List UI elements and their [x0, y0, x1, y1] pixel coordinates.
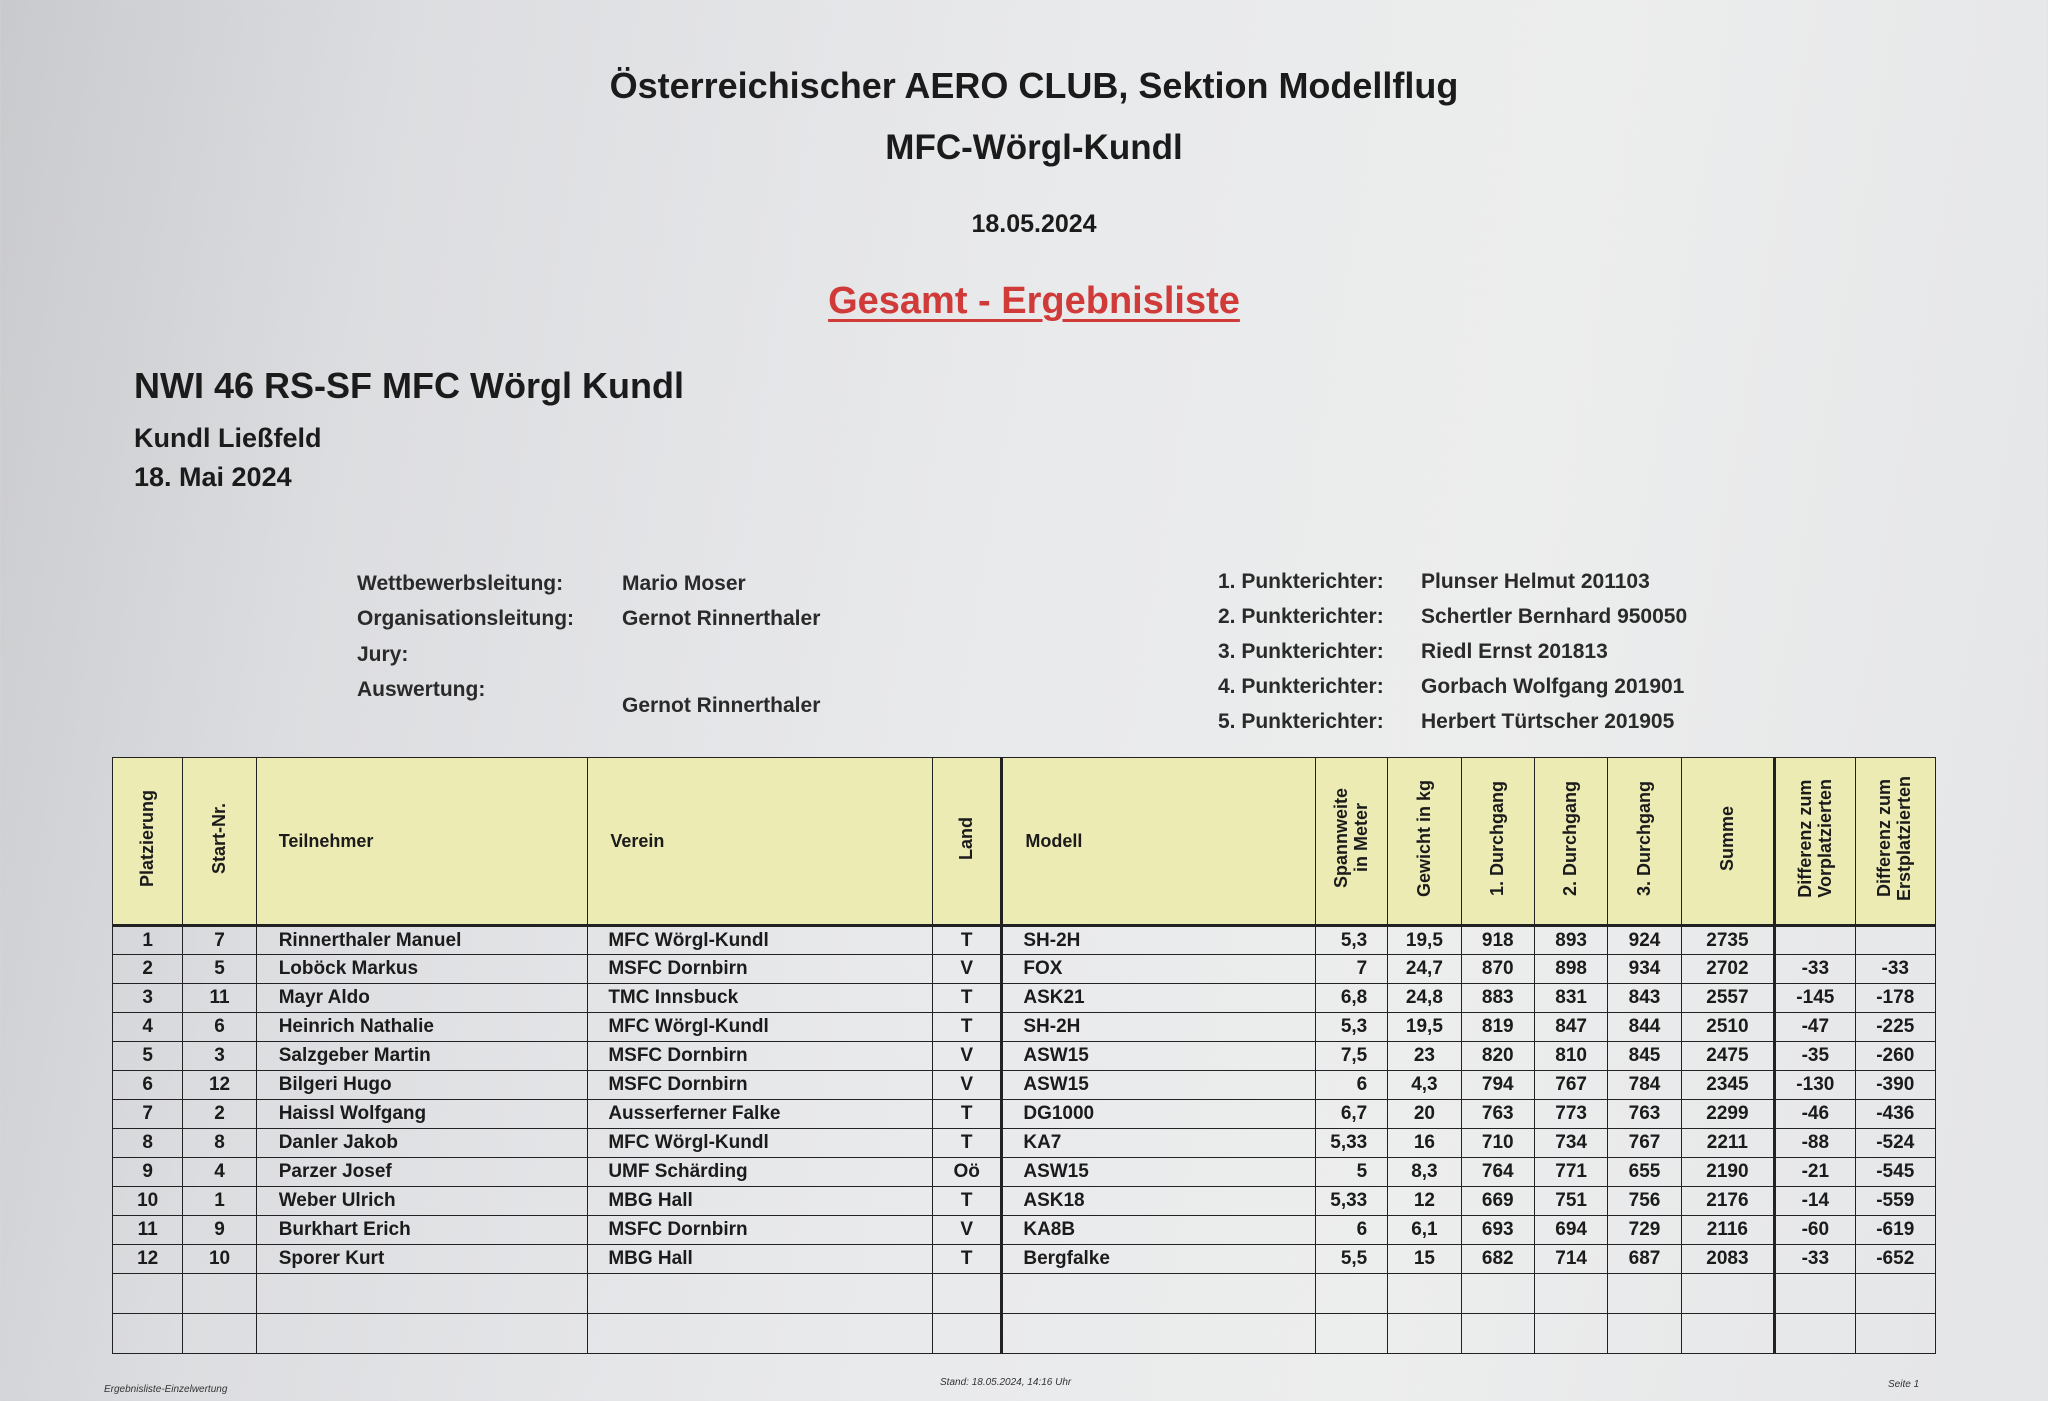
table-row	[113, 1013, 1936, 1042]
table-row	[113, 1158, 1936, 1187]
empty-cell	[1315, 1314, 1387, 1354]
cell-teilnehmer: Parzer Josef	[256, 1158, 588, 1187]
cell-durchgang-1: 794	[1461, 1071, 1534, 1100]
col-durchgang-3: 3. Durchgang	[1608, 758, 1681, 926]
cell-durchgang-3: 843	[1608, 984, 1681, 1013]
footer-center: Stand: 18.05.2024, 14:16 Uhr	[940, 1377, 1072, 1388]
cell-teilnehmer: Loböck Markus	[256, 955, 588, 984]
official-value: Gernot Rinnerthaler	[622, 607, 821, 630]
cell-durchgang-2: 694	[1534, 1216, 1607, 1245]
cell-summe: 2510	[1681, 1013, 1774, 1042]
empty-cell	[1461, 1274, 1534, 1314]
cell-teilnehmer: Salzgeber Martin	[256, 1042, 588, 1071]
cell-durchgang-1: 710	[1461, 1129, 1534, 1158]
cell-platzierung: 3	[113, 984, 183, 1013]
cell-platzierung: 4	[113, 1013, 183, 1042]
empty-cell	[1775, 1274, 1855, 1314]
cell-teilnehmer: Sporer Kurt	[256, 1245, 588, 1274]
empty-cell	[1002, 1274, 1316, 1314]
cell-verein: UMF Schärding	[588, 1158, 933, 1187]
judge-value: Schertler Bernhard 950050	[1421, 605, 1688, 628]
cell-diff-erst: -652	[1855, 1245, 1935, 1274]
cell-durchgang-1: 819	[1461, 1013, 1534, 1042]
cell-platzierung: 1	[113, 926, 183, 955]
cell-start-nr: 1	[183, 1187, 256, 1216]
col-start-nr: Start-Nr.	[183, 758, 256, 926]
cell-durchgang-3: 934	[1608, 955, 1681, 984]
cell-land: Oö	[933, 1158, 1002, 1187]
empty-cell	[933, 1274, 1002, 1314]
judge-label: 3. Punkterichter:	[1218, 640, 1384, 663]
cell-gewicht: 15	[1388, 1245, 1461, 1274]
cell-verein: Ausserferner Falke	[588, 1100, 933, 1129]
cell-durchgang-3: 729	[1608, 1216, 1681, 1245]
results-list-title: Gesamt - Ergebnisliste	[828, 280, 1240, 322]
cell-teilnehmer: Rinnerthaler Manuel	[256, 926, 588, 955]
cell-spannweite: 5	[1315, 1158, 1387, 1187]
cell-start-nr: 12	[183, 1071, 256, 1100]
cell-durchgang-3: 687	[1608, 1245, 1681, 1274]
cell-durchgang-2: 847	[1534, 1013, 1607, 1042]
judge-label: 4. Punkterichter:	[1218, 675, 1384, 698]
cell-start-nr: 3	[183, 1042, 256, 1071]
cell-gewicht: 12	[1388, 1187, 1461, 1216]
cell-platzierung: 6	[113, 1071, 183, 1100]
cell-modell: DG1000	[1002, 1100, 1316, 1129]
cell-spannweite: 5,33	[1315, 1129, 1387, 1158]
cell-durchgang-2: 893	[1534, 926, 1607, 955]
cell-verein: TMC Innsbuck	[588, 984, 933, 1013]
organization-title: Österreichischer AERO CLUB, Sektion Modellflug	[609, 65, 1459, 106]
col-verein: Verein	[588, 758, 933, 926]
cell-modell: Bergfalke	[1002, 1245, 1316, 1274]
cell-verein: MSFC Dornbirn	[588, 1071, 933, 1100]
table-row	[113, 984, 1936, 1013]
cell-gewicht: 23	[1388, 1042, 1461, 1071]
cell-gewicht: 4,3	[1388, 1071, 1461, 1100]
cell-gewicht: 24,7	[1388, 955, 1461, 984]
footer-right: Seite 1	[1888, 1379, 1920, 1390]
empty-cell	[113, 1314, 183, 1354]
cell-modell: ASK18	[1002, 1187, 1316, 1216]
official-label: Organisationsleitung:	[357, 607, 575, 630]
table-row	[113, 1100, 1936, 1129]
cell-modell: ASW15	[1002, 1071, 1316, 1100]
cell-summe: 2702	[1681, 955, 1774, 984]
empty-cell	[1775, 1314, 1855, 1354]
cell-durchgang-1: 693	[1461, 1216, 1534, 1245]
col-platzierung: Platzierung	[113, 758, 183, 926]
cell-summe: 2475	[1681, 1042, 1774, 1071]
empty-cell	[1315, 1274, 1387, 1314]
cell-durchgang-2: 773	[1534, 1100, 1607, 1129]
judge-label: 2. Punkterichter:	[1218, 605, 1384, 628]
cell-start-nr: 8	[183, 1129, 256, 1158]
empty-cell	[1534, 1314, 1607, 1354]
cell-diff-vor	[1775, 926, 1855, 955]
cell-gewicht: 16	[1388, 1129, 1461, 1158]
cell-durchgang-3: 756	[1608, 1187, 1681, 1216]
judge-label: 5. Punkterichter:	[1218, 710, 1384, 733]
cell-land: T	[933, 1187, 1002, 1216]
cell-teilnehmer: Danler Jakob	[256, 1129, 588, 1158]
col-teilnehmer: Teilnehmer	[256, 758, 588, 926]
cell-summe: 2083	[1681, 1245, 1774, 1274]
cell-durchgang-3: 784	[1608, 1071, 1681, 1100]
cell-gewicht: 19,5	[1388, 926, 1461, 955]
empty-cell	[1388, 1314, 1461, 1354]
cell-gewicht: 6,1	[1388, 1216, 1461, 1245]
official-label: Wettbewerbsleitung:	[357, 572, 564, 595]
cell-summe: 2116	[1681, 1216, 1774, 1245]
cell-summe: 2211	[1681, 1129, 1774, 1158]
table-row	[113, 1071, 1936, 1100]
cell-teilnehmer: Weber Ulrich	[256, 1187, 588, 1216]
cell-start-nr: 2	[183, 1100, 256, 1129]
cell-summe: 2345	[1681, 1071, 1774, 1100]
cell-spannweite: 5,5	[1315, 1245, 1387, 1274]
col-durchgang-1: 1. Durchgang	[1461, 758, 1534, 926]
cell-start-nr: 5	[183, 955, 256, 984]
judge-label: 1. Punkterichter:	[1218, 570, 1384, 593]
empty-cell	[113, 1274, 183, 1314]
col-modell: Modell	[1002, 758, 1316, 926]
cell-diff-erst: -436	[1855, 1100, 1935, 1129]
cell-teilnehmer: Burkhart Erich	[256, 1216, 588, 1245]
cell-teilnehmer: Heinrich Nathalie	[256, 1013, 588, 1042]
col-durchgang-2: 2. Durchgang	[1534, 758, 1607, 926]
empty-cell	[1388, 1274, 1461, 1314]
cell-land: T	[933, 1129, 1002, 1158]
cell-teilnehmer: Bilgeri Hugo	[256, 1071, 588, 1100]
table-row	[113, 1216, 1936, 1245]
cell-start-nr: 11	[183, 984, 256, 1013]
cell-diff-vor: -47	[1775, 1013, 1855, 1042]
empty-cell	[256, 1274, 588, 1314]
cell-durchgang-3: 655	[1608, 1158, 1681, 1187]
cell-land: V	[933, 1216, 1002, 1245]
cell-platzierung: 7	[113, 1100, 183, 1129]
cell-diff-vor: -60	[1775, 1216, 1855, 1245]
cell-platzierung: 8	[113, 1129, 183, 1158]
cell-diff-erst: -524	[1855, 1129, 1935, 1158]
cell-platzierung: 5	[113, 1042, 183, 1071]
empty-cell	[1855, 1274, 1935, 1314]
cell-modell: ASW15	[1002, 1042, 1316, 1071]
cell-land: T	[933, 984, 1002, 1013]
cell-teilnehmer: Haissl Wolfgang	[256, 1100, 588, 1129]
cell-durchgang-3: 763	[1608, 1100, 1681, 1129]
cell-diff-vor: -35	[1775, 1042, 1855, 1071]
cell-platzierung: 10	[113, 1187, 183, 1216]
cell-diff-vor: -33	[1775, 955, 1855, 984]
cell-spannweite: 5,3	[1315, 1013, 1387, 1042]
cell-durchgang-3: 767	[1608, 1129, 1681, 1158]
empty-row	[113, 1314, 1936, 1354]
empty-cell	[1681, 1274, 1774, 1314]
cell-diff-erst: -33	[1855, 955, 1935, 984]
official-value: Mario Moser	[622, 572, 746, 595]
empty-cell	[1681, 1314, 1774, 1354]
table-row	[113, 926, 1936, 955]
cell-spannweite: 6	[1315, 1216, 1387, 1245]
empty-cell	[1002, 1314, 1316, 1354]
cell-durchgang-2: 714	[1534, 1245, 1607, 1274]
cell-land: T	[933, 1245, 1002, 1274]
cell-modell: KA8B	[1002, 1216, 1316, 1245]
cell-verein: MSFC Dornbirn	[588, 1216, 933, 1245]
cell-start-nr: 4	[183, 1158, 256, 1187]
cell-platzierung: 9	[113, 1158, 183, 1187]
cell-verein: MFC Wörgl-Kundl	[588, 1013, 933, 1042]
club-title: MFC-Wörgl-Kundl	[885, 128, 1183, 167]
cell-durchgang-1: 764	[1461, 1158, 1534, 1187]
cell-land: T	[933, 1013, 1002, 1042]
cell-diff-erst: -545	[1855, 1158, 1935, 1187]
col-land: Land	[933, 758, 1002, 926]
col-diff-vorplatzierten: Differenz zum Vorplatzierten	[1775, 758, 1855, 926]
cell-durchgang-3: 844	[1608, 1013, 1681, 1042]
cell-modell: SH-2H	[1002, 926, 1316, 955]
cell-diff-vor: -130	[1775, 1071, 1855, 1100]
cell-verein: MFC Wörgl-Kundl	[588, 1129, 933, 1158]
cell-verein: MSFC Dornbirn	[588, 955, 933, 984]
cell-durchgang-1: 682	[1461, 1245, 1534, 1274]
empty-cell	[183, 1314, 256, 1354]
table-row	[113, 1245, 1936, 1274]
cell-verein: MSFC Dornbirn	[588, 1042, 933, 1071]
cell-modell: SH-2H	[1002, 1013, 1316, 1042]
cell-durchgang-1: 669	[1461, 1187, 1534, 1216]
cell-summe: 2299	[1681, 1100, 1774, 1129]
cell-verein: MBG Hall	[588, 1245, 933, 1274]
cell-diff-erst: -225	[1855, 1013, 1935, 1042]
cell-diff-vor: -21	[1775, 1158, 1855, 1187]
cell-diff-vor: -145	[1775, 984, 1855, 1013]
cell-spannweite: 6,7	[1315, 1100, 1387, 1129]
official-value: Gernot Rinnerthaler	[622, 694, 821, 717]
judge-value: Herbert Türtscher 201905	[1421, 710, 1675, 733]
cell-durchgang-2: 831	[1534, 984, 1607, 1013]
cell-durchgang-2: 767	[1534, 1071, 1607, 1100]
cell-land: V	[933, 1042, 1002, 1071]
event-location: Kundl Ließfeld	[134, 423, 322, 453]
empty-cell	[1608, 1274, 1681, 1314]
cell-modell: ASK21	[1002, 984, 1316, 1013]
cell-durchgang-2: 898	[1534, 955, 1607, 984]
official-label: Auswertung:	[357, 678, 486, 701]
empty-cell	[1608, 1314, 1681, 1354]
col-spannweite: Spannweite in Meter	[1315, 758, 1387, 926]
empty-cell	[256, 1314, 588, 1354]
table-row	[113, 1187, 1936, 1216]
cell-gewicht: 24,8	[1388, 984, 1461, 1013]
col-diff-erstplatzierten: Differenz zum Erstplatzierten	[1855, 758, 1935, 926]
cell-durchgang-2: 771	[1534, 1158, 1607, 1187]
cell-diff-erst: -390	[1855, 1071, 1935, 1100]
cell-spannweite: 5,3	[1315, 926, 1387, 955]
cell-durchgang-1: 820	[1461, 1042, 1534, 1071]
judge-value: Gorbach Wolfgang 201901	[1421, 675, 1685, 698]
cell-durchgang-1: 763	[1461, 1100, 1534, 1129]
cell-spannweite: 6,8	[1315, 984, 1387, 1013]
results-table	[112, 757, 1936, 1354]
cell-gewicht: 19,5	[1388, 1013, 1461, 1042]
cell-diff-erst: -260	[1855, 1042, 1935, 1071]
cell-gewicht: 8,3	[1388, 1158, 1461, 1187]
cell-durchgang-3: 845	[1608, 1042, 1681, 1071]
cell-durchgang-3: 924	[1608, 926, 1681, 955]
cell-durchgang-2: 734	[1534, 1129, 1607, 1158]
cell-start-nr: 7	[183, 926, 256, 955]
cell-diff-erst	[1855, 926, 1935, 955]
cell-durchgang-2: 751	[1534, 1187, 1607, 1216]
cell-diff-erst: -178	[1855, 984, 1935, 1013]
cell-modell: FOX	[1002, 955, 1316, 984]
cell-platzierung: 2	[113, 955, 183, 984]
cell-diff-vor: -46	[1775, 1100, 1855, 1129]
empty-cell	[588, 1274, 933, 1314]
cell-diff-erst: -619	[1855, 1216, 1935, 1245]
cell-land: V	[933, 1071, 1002, 1100]
table-row	[113, 1129, 1936, 1158]
cell-durchgang-1: 883	[1461, 984, 1534, 1013]
cell-summe: 2190	[1681, 1158, 1774, 1187]
cell-durchgang-2: 810	[1534, 1042, 1607, 1071]
cell-modell: KA7	[1002, 1129, 1316, 1158]
footer-left: Ergebnisliste-Einzelwertung	[104, 1384, 228, 1395]
cell-start-nr: 10	[183, 1245, 256, 1274]
cell-summe: 2735	[1681, 926, 1774, 955]
col-gewicht: Gewicht in kg	[1388, 758, 1461, 926]
table-header-row	[113, 758, 1936, 926]
judge-value: Plunser Helmut 201103	[1421, 570, 1650, 593]
cell-diff-vor: -88	[1775, 1129, 1855, 1158]
cell-start-nr: 9	[183, 1216, 256, 1245]
cell-verein: MFC Wörgl-Kundl	[588, 926, 933, 955]
cell-gewicht: 20	[1388, 1100, 1461, 1129]
header-date: 18.05.2024	[971, 210, 1097, 238]
cell-durchgang-1: 918	[1461, 926, 1534, 955]
cell-summe: 2557	[1681, 984, 1774, 1013]
event-name: NWI 46 RS-SF MFC Wörgl Kundl	[134, 365, 684, 406]
cell-spannweite: 7,5	[1315, 1042, 1387, 1071]
empty-cell	[588, 1314, 933, 1354]
cell-land: V	[933, 955, 1002, 984]
empty-row	[113, 1274, 1936, 1314]
empty-cell	[183, 1274, 256, 1314]
event-date: 18. Mai 2024	[134, 462, 292, 492]
cell-spannweite: 5,33	[1315, 1187, 1387, 1216]
cell-land: T	[933, 926, 1002, 955]
judge-value: Riedl Ernst 201813	[1421, 640, 1608, 663]
cell-durchgang-1: 870	[1461, 955, 1534, 984]
cell-platzierung: 11	[113, 1216, 183, 1245]
cell-summe: 2176	[1681, 1187, 1774, 1216]
cell-diff-vor: -14	[1775, 1187, 1855, 1216]
cell-start-nr: 6	[183, 1013, 256, 1042]
table-row	[113, 1042, 1936, 1071]
cell-spannweite: 7	[1315, 955, 1387, 984]
cell-platzierung: 12	[113, 1245, 183, 1274]
cell-diff-erst: -559	[1855, 1187, 1935, 1216]
table-row	[113, 955, 1936, 984]
official-label: Jury:	[357, 643, 409, 666]
empty-cell	[1534, 1274, 1607, 1314]
empty-cell	[933, 1314, 1002, 1354]
empty-cell	[1855, 1314, 1935, 1354]
cell-modell: ASW15	[1002, 1158, 1316, 1187]
cell-spannweite: 6	[1315, 1071, 1387, 1100]
cell-land: T	[933, 1100, 1002, 1129]
empty-cell	[1461, 1314, 1534, 1354]
cell-diff-vor: -33	[1775, 1245, 1855, 1274]
cell-teilnehmer: Mayr Aldo	[256, 984, 588, 1013]
col-summe: Summe	[1681, 758, 1774, 926]
cell-verein: MBG Hall	[588, 1187, 933, 1216]
